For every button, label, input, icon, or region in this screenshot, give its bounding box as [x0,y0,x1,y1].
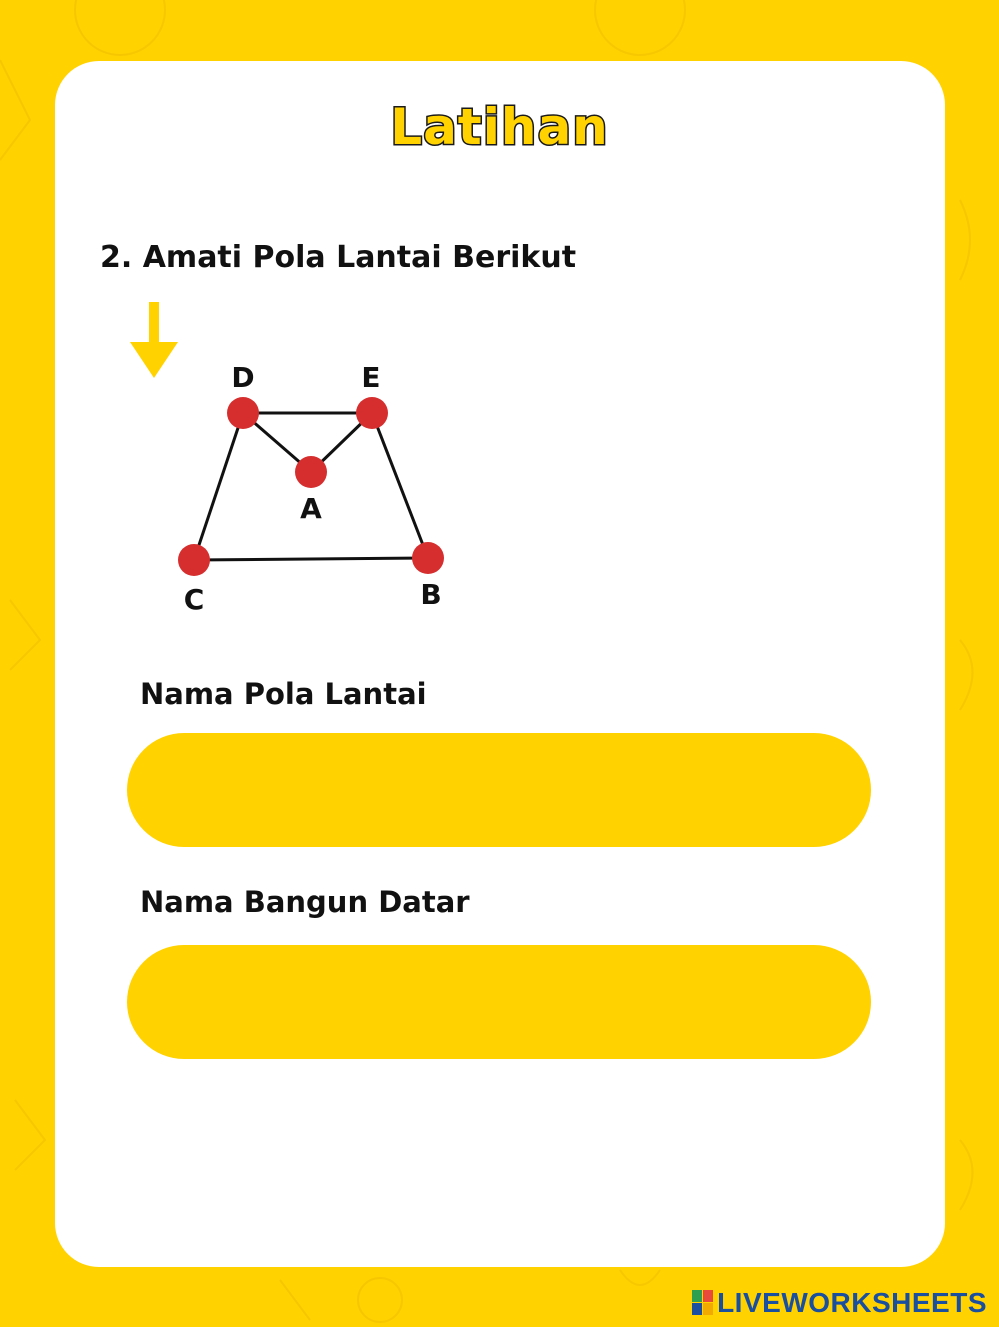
floor-pattern-diagram [160,350,470,620]
node-label-E: E [361,361,381,394]
page-title: Latihan [390,98,609,156]
node-C [178,544,210,576]
answer-input-pola-lantai[interactable] [127,733,871,847]
edge-D-C [194,413,243,560]
node-label-D: D [231,361,255,394]
field-label-bangun-datar: Nama Bangun Datar [140,885,470,919]
liveworksheets-logo-icon [692,1290,714,1316]
liveworksheets-brand[interactable] [692,1287,987,1319]
answer-input-bangun-datar[interactable] [127,945,871,1059]
question-text: 2. Amati Pola Lantai Berikut [100,240,577,275]
node-label-C: C [183,583,205,616]
node-label-B: B [420,578,442,611]
node-label-A: A [300,492,322,525]
node-B [412,542,444,574]
node-E [356,397,388,429]
node-D [227,397,259,429]
edge-C-B [194,558,428,560]
brand-name: LIVEWORKSHEETS [717,1287,987,1318]
node-A [295,456,327,488]
field-label-pola-lantai: Nama Pola Lantai [140,677,427,711]
edge-E-B [372,413,428,558]
